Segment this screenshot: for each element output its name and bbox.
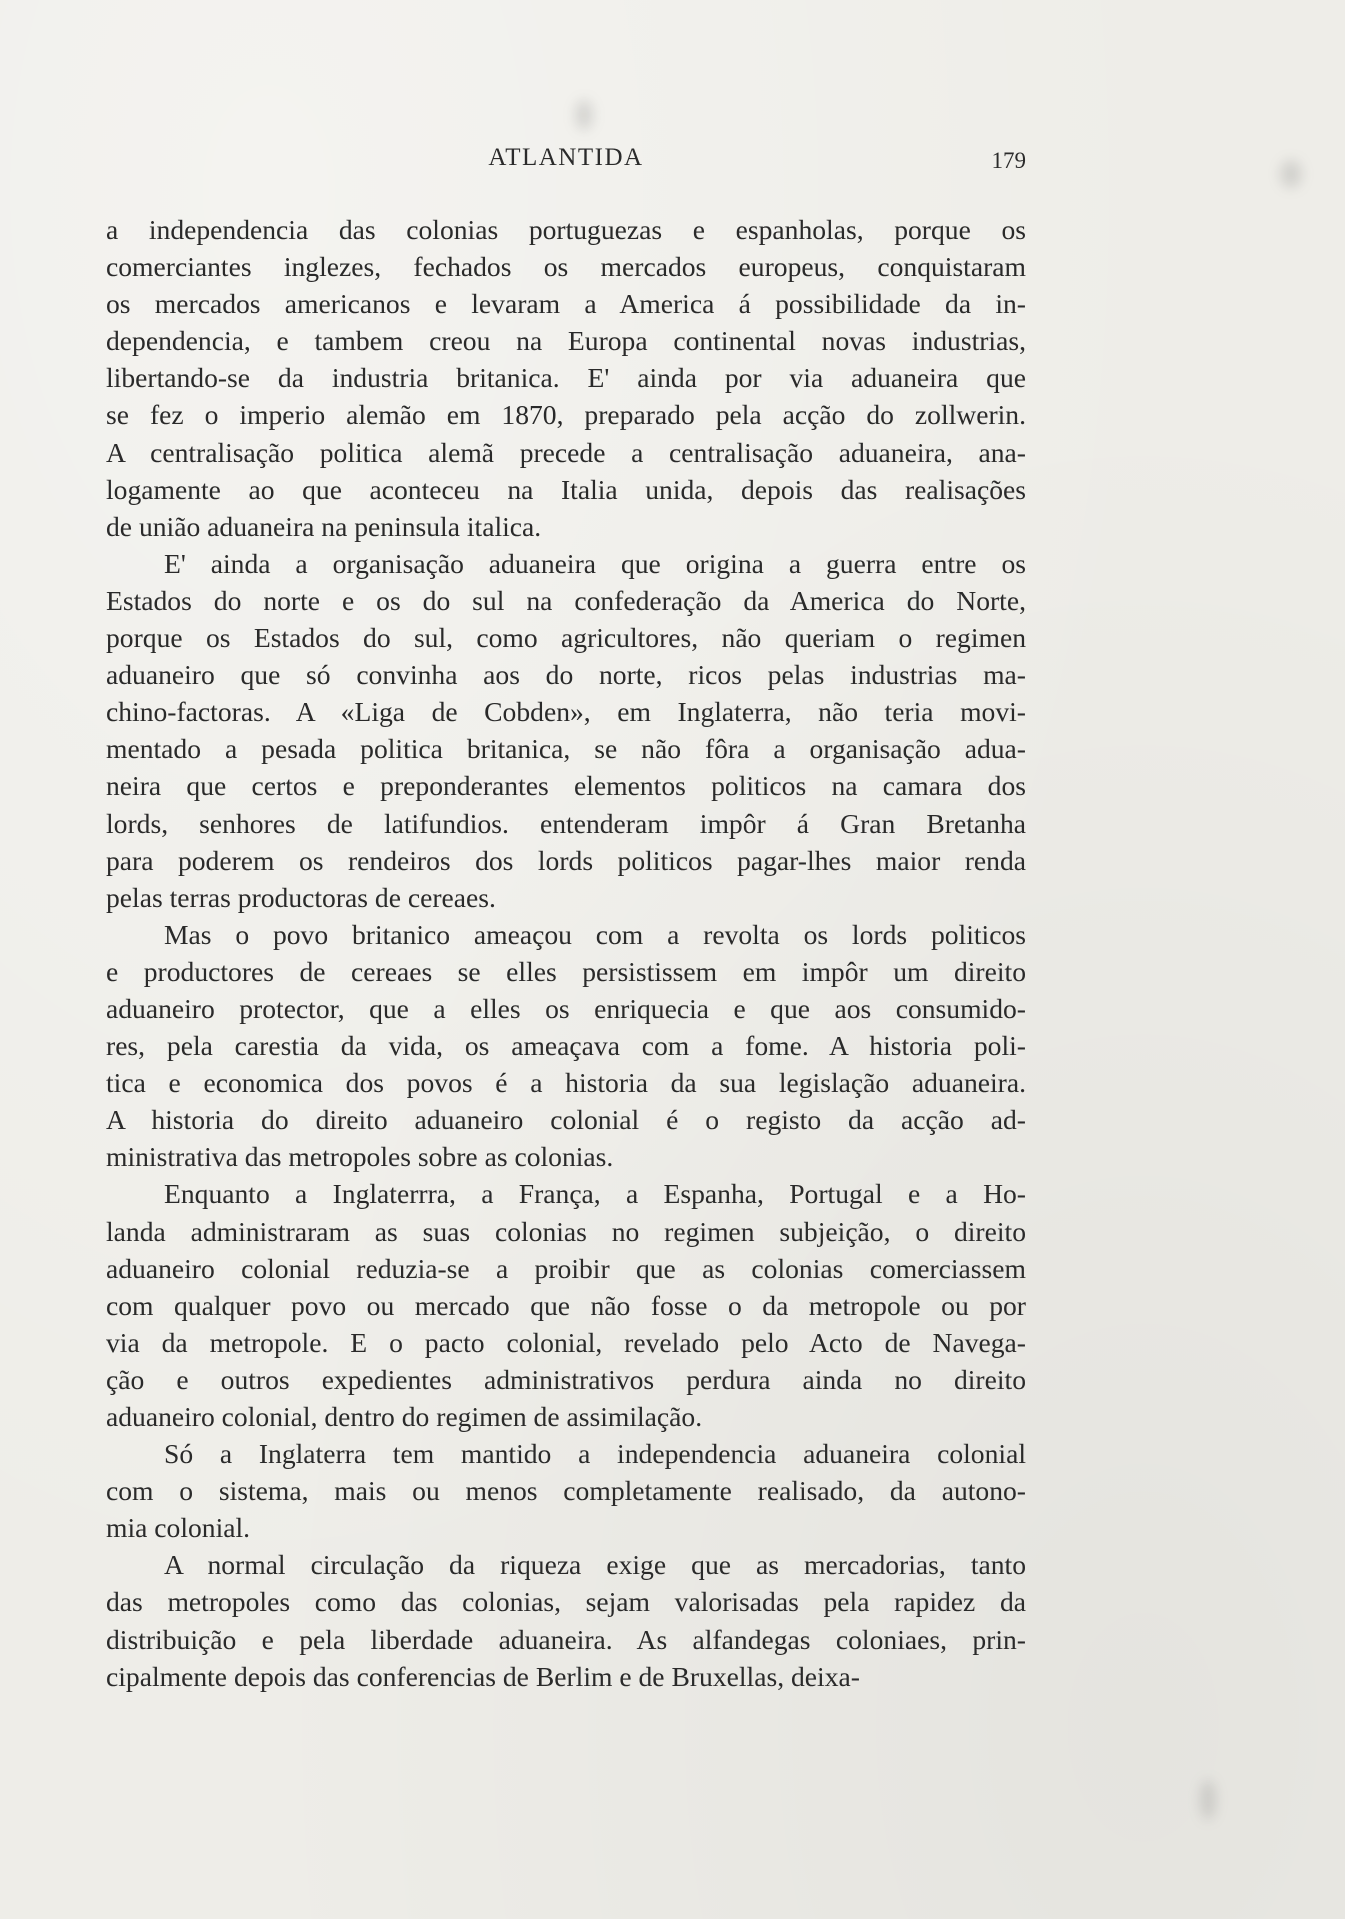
text-line: a independencia das colonias portuguezas e espanholas, porque os [106,214,1026,245]
paragraph [106,916,1026,1176]
text-line: se fez o imperio alemão em 1870, preparado pela acção do zollwerin. [106,399,1026,431]
text-line: para poderem os rendeiros dos lords politicos pagar-lhes maior renda [106,844,1026,876]
text-line: A normal circulação da riqueza exige que as mercadorias, tanto [164,1549,1026,1581]
text-line: com qualquer povo ou mercado que não fosse o da metropole ou por [106,1289,1026,1321]
body-text [106,211,1026,1695]
text-line: cipalmente depois das conferencias de Berlim e de Bruxellas, deixa- [106,1660,860,1692]
text-line: aduaneiro protector, que a elles os enriquecia e que aos consumido- [106,992,1026,1024]
paragraph [106,1435,1026,1546]
text-line: de união aduaneira na peninsula italica. [106,510,542,542]
paper-stain [1280,160,1302,188]
text-line: ministrativa das metropoles sobre as colonias. [106,1141,614,1173]
text-line: libertando-se da industria britanica. E' ainda por via aduaneira que [106,362,1026,394]
text-line: os mercados americanos e levaram a America á possibilidade da in- [106,288,1026,320]
paper-stain [1200,1780,1216,1820]
text-line: E' ainda a organisação aduaneira que origina a guerra entre os [164,547,1026,579]
text-line: com o sistema, mais ou menos completamente realisado, da autono- [106,1475,1026,1507]
text-line: Enquanto a Inglaterrra, a França, a Espanha, Portugal e a Ho- [164,1178,1026,1210]
running-head: ATLANTIDA [488,144,644,171]
text-line: porque os Estados do sul, como agricultores, não queriam o regimen [106,622,1026,654]
text-line: ção e outros expedientes administrativos perdura ainda no direito [106,1363,1026,1395]
text-line: aduaneiro que só convinha aos do norte, ricos pelas industrias ma- [106,659,1026,691]
text-line: lords, senhores de latifundios. entenderam impôr á Gran Bretanha [106,807,1026,839]
text-line: Estados do norte e os do sul na confederação da America do Norte, [106,584,1026,616]
text-line: logamente ao que aconteceu na Italia unida, depois das realisações [106,473,1026,505]
text-line: res, pela carestia da vida, os ameaçava com a fome. A historia poli- [106,1030,1026,1062]
text-line: chino-factoras. A «Liga de Cobden», em Inglaterra, não teria movi- [106,696,1026,728]
text-line: A historia do direito aduaneiro colonial é o registo da acção ad- [106,1104,1026,1136]
page-header [106,140,1026,180]
page-number: 179 [991,148,1026,173]
text-line: neira que certos e preponderantes elementos politicos na camara dos [106,770,1026,802]
paragraph [106,1175,1026,1435]
text-line: das metropoles como das colonias, sejam valorisadas pela rapidez da [106,1586,1026,1618]
text-line: comerciantes inglezes, fechados os mercados europeus, conquistaram [106,251,1026,283]
text-line: via da metropole. E o pacto colonial, revelado pelo Acto de Navega- [106,1326,1026,1358]
text-line: mentado a pesada politica britanica, se não fôra a organisação adua- [106,733,1026,765]
text-line: A centralisação politica alemã precede a centralisação aduaneira, ana- [106,436,1026,468]
text-line: Só a Inglaterra tem mantido a independencia aduaneira colonial [164,1438,1026,1470]
paragraph [106,1546,1026,1694]
text-line: aduaneiro colonial, dentro do regimen de assimilação. [106,1401,703,1432]
text-line: mia colonial. [106,1512,251,1544]
text-line: tica e economica dos povos é a historia da sua legislação aduaneira. [106,1067,1026,1099]
text-line: distribuição e pela liberdade aduaneira. As alfandegas coloniaes, prin- [106,1623,1026,1655]
text-line: aduaneiro colonial reduzia-se a proibir que as colonias comerciassem [106,1252,1026,1284]
paper-stain [575,100,593,130]
text-line: Mas o povo britanico ameaçou com a revolta os lords politicos [164,918,1026,950]
text-line: landa administraram as suas colonias no regimen subjeição, o direito [106,1215,1026,1247]
text-line: e productores de cereaes se elles persistissem em impôr um direito [106,955,1026,987]
text-line: pelas terras productoras de cereaes. [106,881,496,913]
paragraph [106,211,1026,545]
paragraph [106,545,1026,916]
text-line: dependencia, e tambem creou na Europa continental novas industrias, [106,325,1026,357]
